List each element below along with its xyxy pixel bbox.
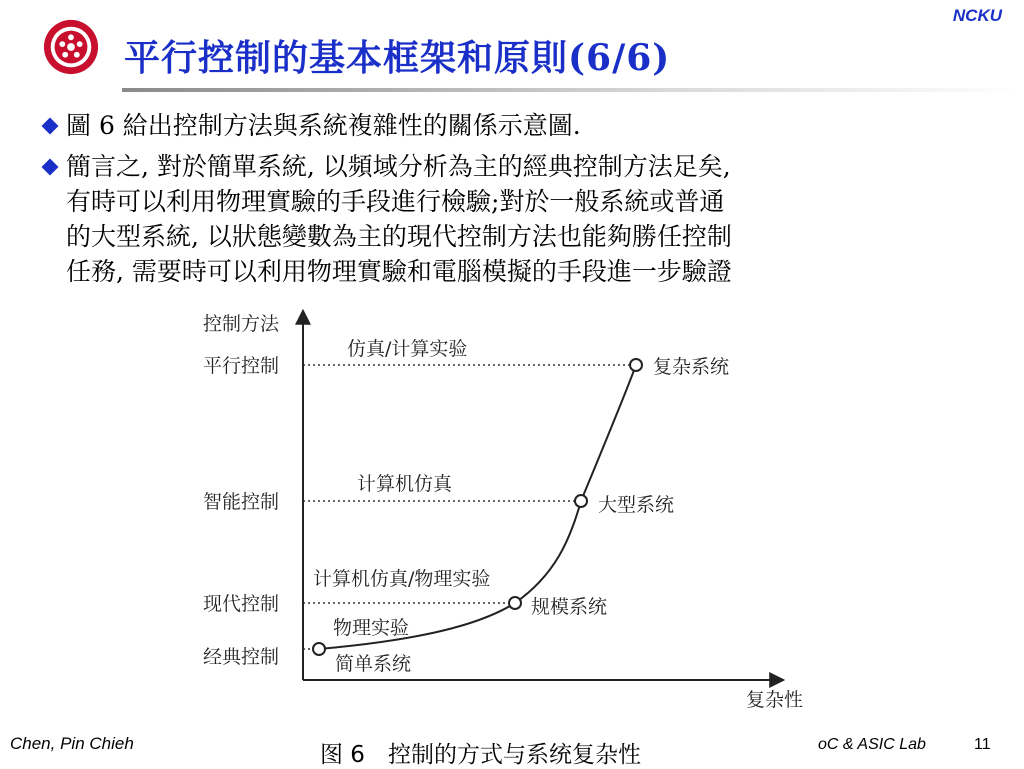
method-label-simulation-physical: 计算机仿真/物理实验 — [313, 568, 491, 590]
level-label-classical: 经典控制 — [203, 646, 280, 668]
level-label-modern: 现代控制 — [203, 593, 280, 615]
slide-title: 平行控制的基本框架和原則(6/6) — [124, 37, 671, 79]
bullet-item — [40, 149, 980, 289]
diamond-bullet-icon — [42, 118, 59, 135]
node-large-system — [575, 495, 587, 507]
system-label-large: 大型系统 — [598, 494, 675, 516]
level-label-intelligent: 智能控制 — [203, 491, 280, 513]
brand-label: NCKU — [952, 6, 1002, 25]
method-label-simulation-experiment: 仿真/计算实验 — [347, 338, 468, 360]
bullet-list — [40, 108, 980, 295]
node-complex-system — [630, 359, 642, 371]
system-label-simple: 简单系统 — [335, 653, 412, 675]
diamond-bullet-icon — [42, 159, 59, 176]
title-divider — [122, 88, 1022, 92]
bullet-item — [40, 108, 980, 143]
bullet-text-line: 的大型系統, 以狀態變數為主的現代控制方法也能夠勝任控制 — [66, 222, 732, 251]
level-label-parallel: 平行控制 — [203, 355, 280, 377]
system-label-scale: 规模系统 — [531, 596, 608, 618]
method-label-computer-simulation: 计算机仿真 — [357, 473, 453, 495]
method-label-physical-experiment: 物理实验 — [333, 617, 410, 639]
y-axis-label: 控制方法 — [203, 313, 280, 335]
footer-lab: oC & ASIC Lab — [818, 736, 926, 753]
bullet-text-line: 任務, 需要時可以利用物理實驗和電腦模擬的手段進一步驗證 — [66, 257, 732, 286]
control-complexity-diagram — [190, 300, 810, 720]
bullet-text-line: 簡言之, 對於簡單系統, 以頻域分析為主的經典控制方法足矣, — [66, 152, 731, 181]
bullet-text-line: 圖 6 給出控制方法與系統複雜性的關係示意圖. — [66, 111, 581, 140]
page-number: 11 — [974, 736, 991, 753]
figure-caption: 图 6 控制的方式与系统复杂性 — [320, 742, 641, 768]
footer-author: Chen, Pin Chieh — [10, 734, 134, 753]
system-label-complex: 复杂系统 — [653, 356, 730, 378]
bullet-text-line: 有時可以利用物理實驗的手段進行檢驗;對於一般系統或普通 — [66, 187, 725, 216]
x-axis-label: 复杂性 — [746, 689, 804, 711]
university-logo — [42, 18, 100, 76]
node-scale-system — [509, 597, 521, 609]
node-simple-system — [313, 643, 325, 655]
